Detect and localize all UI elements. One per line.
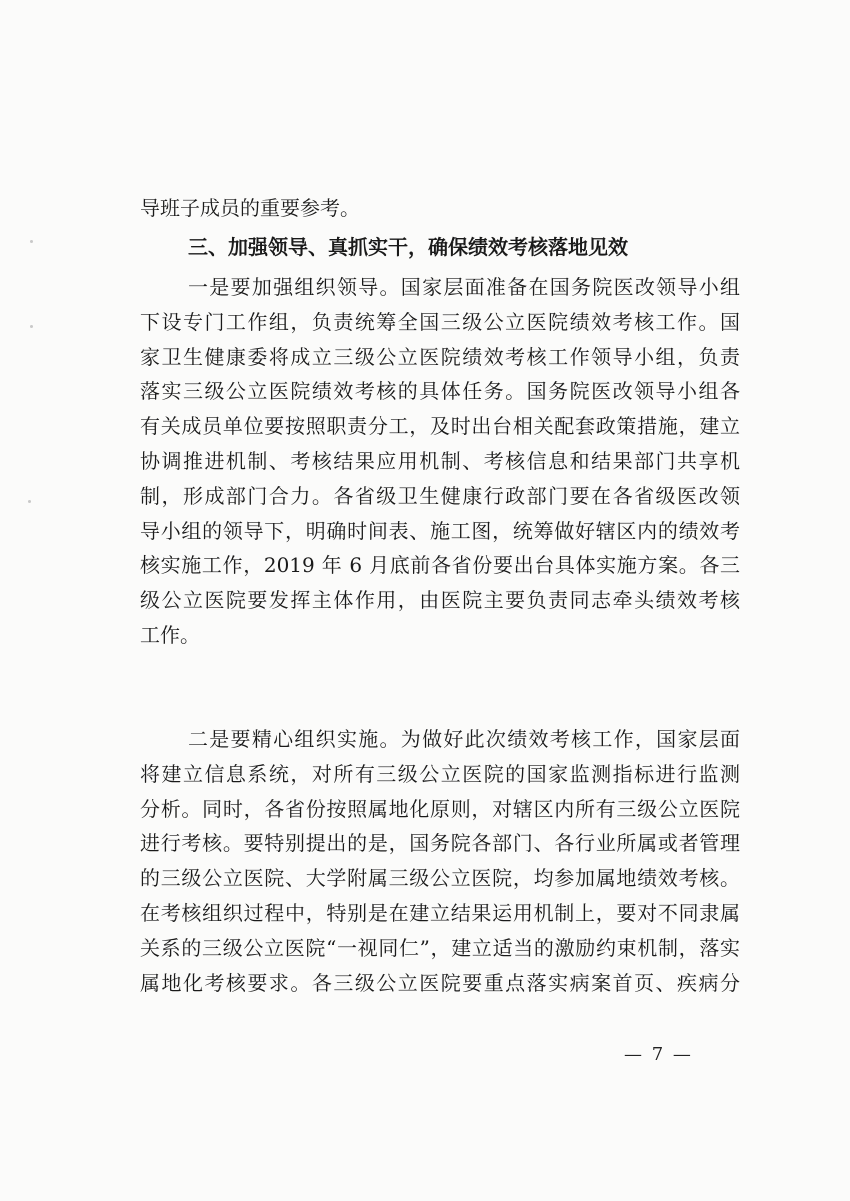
text-line: 落实三级公立医院绩效考核的具体任务。国务院医改领导小组各 — [140, 379, 740, 404]
body-text-top — [140, 191, 740, 226]
section-heading-text: 三、加强领导、真抓实干，确保绩效考核落地见效 — [188, 235, 628, 259]
text-line: 家卫生健康委将成立三级公立医院绩效考核工作领导小组，负责 — [140, 344, 740, 369]
text-line: 分析。同时，各省份按照属地化原则，对辖区内所有三级公立医院 — [140, 796, 740, 821]
text-line: 二是要精心组织实施。为做好此次绩效考核工作，国家层面 — [188, 727, 740, 751]
text-line: 下设专门工作组，负责统筹全国三级公立医院绩效考核工作。国 — [140, 309, 740, 334]
text-line: 一是要加强组织领导。国家层面准备在国务院医改领导小组 — [188, 275, 740, 299]
paragraph-2 — [140, 722, 740, 1000]
paragraph-1 — [140, 270, 740, 653]
scan-speck — [30, 240, 33, 243]
scan-speck — [28, 500, 31, 503]
text-line: 将建立信息系统，对所有三级公立医院的国家监测指标进行监测 — [140, 761, 740, 786]
section-heading — [188, 230, 740, 265]
text-line: 制，形成部门合力。各省级卫生健康行政部门要在各省级医改领 — [140, 483, 740, 508]
text-line: 导小组的领导下，明确时间表、施工图，统筹做好辖区内的绩效考 — [140, 518, 740, 543]
text-line: 的三级公立医院、大学附属三级公立医院，均参加属地绩效考核。 — [140, 866, 740, 891]
text-line: 导班子成员的重要参考。 — [140, 196, 360, 220]
scan-speck — [30, 325, 33, 328]
text-line: 工作。 — [140, 622, 200, 647]
page-number: — 7 — — [624, 1044, 693, 1065]
text-line: 级公立医院要发挥主体作用，由医院主要负责同志牵头绩效考核 — [140, 588, 740, 613]
text-line: 关系的三级公立医院“一视同仁”，建立适当的激励约束机制，落实 — [140, 935, 740, 960]
text-line: 协调推进机制、考核结果应用机制、考核信息和结果部门共享机 — [140, 448, 740, 473]
text-line: 进行考核。要特别提出的是，国务院各部门、各行业所属或者管理 — [140, 831, 740, 856]
text-line: 有关成员单位要按照职责分工，及时出台相关配套政策措施，建立 — [140, 414, 740, 439]
text-line: 在考核组织过程中，特别是在建立结果运用机制上，要对不同隶属 — [140, 900, 740, 925]
text-line: 核实施工作，2019 年 6 月底前各省份要出台具体实施方案。各三 — [140, 553, 740, 578]
text-line: 属地化考核要求。各三级公立医院要重点落实病案首页、疾病分 — [140, 970, 740, 995]
